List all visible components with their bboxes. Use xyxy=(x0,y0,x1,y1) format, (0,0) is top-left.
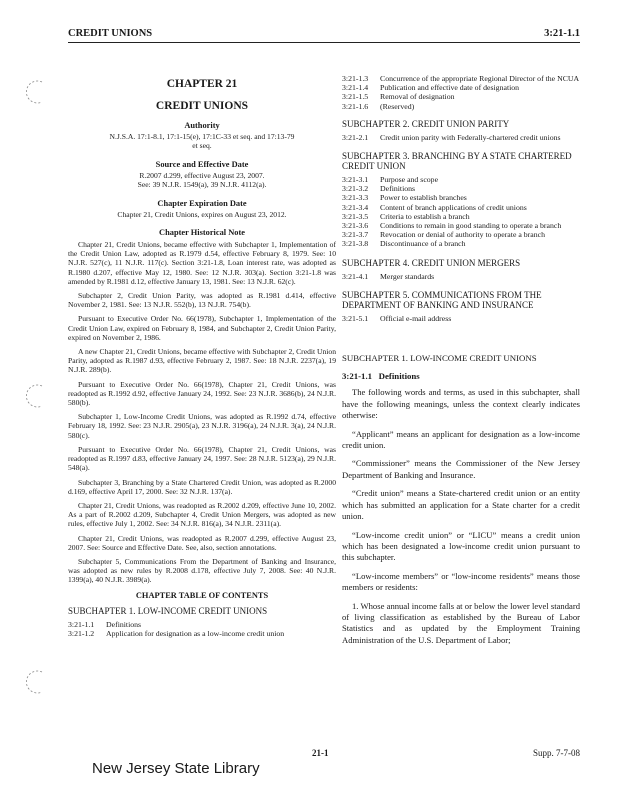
toc-subchapter-title: SUBCHAPTER 3. BRANCHING BY A STATE CHARTERED CREDIT UNION xyxy=(342,151,572,172)
toc-entry-title: Official e-mail address xyxy=(380,313,452,323)
toc-entry-number: 3:21-1.6 xyxy=(342,101,369,111)
toc-list xyxy=(342,74,580,111)
body-paragraph: “Credit union” means a State-chartered credit union or an entity which has submitted an application for a State charter for a credit union. xyxy=(342,488,580,522)
toc-entry-title: Content of branch applications of credit unions xyxy=(380,202,527,212)
toc-list xyxy=(342,175,580,249)
punch-hole-icon xyxy=(22,382,50,410)
toc-entry[interactable] xyxy=(68,629,336,638)
expiration-heading: Chapter Expiration Date xyxy=(157,198,247,208)
body-paragraph: 1. Whose annual income falls at or below the lower level standard of living classification as established by the Bureau of Labor Statistics and as updated by the Employment Training Administration of the U.S. Department of Labor; xyxy=(342,600,580,645)
toc-entry-number: 3:21-3.3 xyxy=(342,193,369,203)
history-paragraph: Subchapter 2, Credit Union Parity, was adopted as R.1981 d.414, effective November 2, 1981. See: 13 N.J.R. 552(b), 13 N.J.R. 754(b). xyxy=(68,291,336,310)
history-paragraph: Pursuant to Executive Order No. 66(1978), Chapter 21, Credit Unions, was readopted as R.1997 d.83, effective January 24, 1997. See: 28 N.J.R. 5123(a), 29 N.J.R. 548(a). xyxy=(68,444,336,473)
toc-list xyxy=(342,314,580,323)
punch-hole-icon xyxy=(22,78,50,106)
toc-entry-title: Concurrence of the appropriate Regional Director of the NCUA xyxy=(380,74,580,83)
toc-entry[interactable] xyxy=(342,102,580,111)
toc-entry-number: 3:21-4.1 xyxy=(342,271,369,281)
toc-subchapter-title: SUBCHAPTER 4. CREDIT UNION MERGERS xyxy=(342,257,521,268)
toc-entry-number: 3:21-1.1 xyxy=(68,619,95,629)
toc-entry-number: 3:21-3.7 xyxy=(342,230,369,240)
toc-entry[interactable] xyxy=(342,272,580,281)
section-number: 3:21-1.1 xyxy=(342,371,373,382)
toc-entry-number: 3:21-3.1 xyxy=(342,175,369,185)
toc-entry-number: 3:21-3.5 xyxy=(342,211,369,221)
header-rule xyxy=(68,42,580,43)
toc-entry-number: 3:21-1.5 xyxy=(342,92,369,102)
toc-entry[interactable] xyxy=(342,184,580,193)
toc-list xyxy=(68,620,336,638)
punch-hole-icon xyxy=(22,668,50,696)
toc-entry-number: 3:21-3.6 xyxy=(342,221,369,231)
history-heading: Chapter Historical Note xyxy=(159,228,245,238)
toc-entry-number: 3:21-1.3 xyxy=(342,74,369,83)
toc-entry[interactable] xyxy=(342,92,580,101)
history-paragraph: Chapter 21, Credit Unions, was readopted as R.2007 d.299, effective August 23, 2007. See: Source and Effective Date. See, also, section annotations. xyxy=(68,533,336,552)
toc-entry-number: 3:21-1.4 xyxy=(342,83,369,93)
toc-entry[interactable] xyxy=(342,221,580,230)
source-line: R.2007 d.299, effective August 23, 2007. xyxy=(139,170,265,180)
toc-entry-title: Credit union parity with Federally-chartered credit unions xyxy=(380,132,561,142)
source-heading: Source and Effective Date xyxy=(155,159,249,169)
authority-text: N.J.S.A. 17:1-8.1, 17:1-15(e), 17:1C-33 et seq. and 17:13-79 et seq. xyxy=(109,132,295,151)
toc-entry-title: Removal of designation xyxy=(380,92,455,102)
toc-list xyxy=(342,133,580,142)
running-head-right: 3:21-1.1 xyxy=(544,28,580,39)
page-number: 21-1 xyxy=(312,748,329,758)
left-column xyxy=(68,74,336,638)
toc-entry-title: Purpose and scope xyxy=(380,175,439,185)
body-paragraph: “Low-income members” or “low-income residents” means those members or residents: xyxy=(342,570,580,593)
toc-subchapter-title: SUBCHAPTER 5. COMMUNICATIONS FROM THE DEPARTMENT OF BANKING AND INSURANCE xyxy=(342,289,542,310)
history-paragraph: Pursuant to Executive Order No. 66(1978), Subchapter 1, Implementation of the Credit Union Law, expired on February 8, 1984, and Subchapter 2, Credit Union Parity, expired on November 2, 1986. xyxy=(68,314,336,342)
toc-entry-number: 3:21-3.8 xyxy=(342,239,369,249)
body-paragraph: “Applicant” means an applicant for designation as a low-income credit union. xyxy=(342,428,580,451)
history-paragraph: Subchapter 3, Branching by a State Chartered Credit Union, was adopted as R.2000 d.169, effective April 17, 2000. See: 32 N.J.R. 137(a). xyxy=(68,477,336,496)
source-line: See: 39 N.J.R. 1549(a), 39 N.J.R. 4112(a). xyxy=(137,180,267,190)
toc-entry-number: 3:21-3.4 xyxy=(342,202,369,212)
toc-list xyxy=(342,272,580,281)
history-paragraph: Chapter 21, Credit Unions, became effective with Subchapter 1, Implementation of the Credit Union Law, adopted as R.1979 d.54, effective February 8, 1979. See: 10 N.J.R. 527(c), 11 N.J.R. 117(c). Section 3:21-1.8, Loan interest rate, was adopted as R.1980 d.207, effective May 12, 1980. See: 12 N.J.R. 303(a). Section 3:21-1.8 was amended by R.1981 d.12, effective January 13, 1981. See: 13 N.J.R. 62(c). xyxy=(68,240,336,286)
toc-entry-title: Definitions xyxy=(380,184,416,194)
toc-entry-number: 3:21-2.1 xyxy=(342,132,369,142)
toc-entry[interactable] xyxy=(342,203,580,212)
section-title: Definitions xyxy=(378,371,420,382)
toc-entry[interactable] xyxy=(68,620,336,629)
right-column xyxy=(342,74,580,653)
toc-entry-title: Publication and effective date of designation xyxy=(380,83,520,93)
toc-entry-title: (Reserved) xyxy=(380,101,415,111)
toc-heading: CHAPTER TABLE OF CONTENTS xyxy=(135,590,269,600)
body-paragraph: “Commissioner” means the Commissioner of the New Jersey Department of Banking and Insurance. xyxy=(342,458,580,480)
history-paragraph: Pursuant to Executive Order No. 66(1978), Chapter 21, Credit Unions, was readopted as R.1992 d.92, effective January 24, 1992. See: 23 N.J.R. 3686(b), 24 N.J.R. 580(b). xyxy=(68,379,336,408)
toc-subchapter-title: SUBCHAPTER 2. CREDIT UNION PARITY xyxy=(342,118,510,129)
section-heading xyxy=(342,371,580,381)
toc-entry-title: Power to establish branches xyxy=(380,193,467,203)
history-paragraph: Chapter 21, Credit Unions, was readopted as R.2002 d.209, effective June 10, 2002. As a part of R.2002 d.209, Subchapter 4, Credit Union Mergers, was adopted as new rules, effective July 1, 2002. See: 34 N.J.R. 816(a), 34 N.J.R. 2311(a). xyxy=(68,500,336,529)
toc-entry-title: Revocation or denial of authority to operate a branch xyxy=(380,230,545,240)
toc-entry[interactable] xyxy=(342,230,580,239)
toc-entry[interactable] xyxy=(342,239,580,248)
body-paragraph: “Low-income credit union” or “LICU” means a credit union which has been designated a low-income credit union pursuant to this subchapter. xyxy=(342,529,580,563)
toc-entry[interactable] xyxy=(342,133,580,142)
history-paragraph: A new Chapter 21, Credit Unions, became effective with Subchapter 2, Credit Union Parity, adopted as R.1987 d.93, effective February 2, 1987. See: 18 N.J.R. 2237(a), 19 N.J.R. 289(b). xyxy=(68,347,336,375)
toc-entry-title: Conditions to remain in good standing to operate a branch xyxy=(380,221,562,231)
toc-entry[interactable] xyxy=(342,193,580,202)
toc-entry-number: 3:21-3.2 xyxy=(342,184,369,194)
toc-entry-title: Application for designation as a low-income credit union xyxy=(106,628,285,638)
running-head-left: CREDIT UNIONS xyxy=(68,28,153,39)
toc-entry-title: Definitions xyxy=(106,619,142,629)
toc-subchapter-title: SUBCHAPTER 1. LOW-INCOME CREDIT UNIONS xyxy=(68,605,268,616)
toc-entry[interactable] xyxy=(342,175,580,184)
chapter-title: CREDIT UNIONS xyxy=(155,100,249,112)
authority-heading: Authority xyxy=(184,121,220,130)
toc-entry-title: Criteria to establish a branch xyxy=(380,211,470,221)
body-paragraph: The following words and terms, as used in this subchapter, shall have the following meanings, unless the context clearly indicates otherwise: xyxy=(342,387,580,421)
toc-entry[interactable] xyxy=(342,74,580,83)
library-watermark: New Jersey State Library xyxy=(92,760,260,777)
toc-entry[interactable] xyxy=(342,83,580,92)
toc-entry-title: Merger standards xyxy=(380,271,435,281)
toc-entry-number: 3:21-5.1 xyxy=(342,313,369,323)
subchapter-heading: SUBCHAPTER 1. LOW-INCOME CREDIT UNIONS xyxy=(342,353,537,364)
toc-entry[interactable] xyxy=(342,314,580,323)
expiration-text: Chapter 21, Credit Unions, expires on August 23, 2012. xyxy=(117,209,287,219)
supplement-date: Supp. 7-7-08 xyxy=(533,748,580,758)
toc-entry-title: Discontinuance of a branch xyxy=(380,239,466,249)
chapter-number: CHAPTER 21 xyxy=(166,78,238,90)
toc-entry-number: 3:21-1.2 xyxy=(68,628,95,638)
running-head xyxy=(68,28,580,42)
history-paragraph: Subchapter 5, Communications From the Department of Banking and Insurance, was adopted as new rules by R.2008 d.178, effective July 7, 2008. See: 40 N.J.R. 1399(a), 40 N.J.R. 3989(a). xyxy=(68,556,336,585)
toc-entry[interactable] xyxy=(342,212,580,221)
history-paragraph: Subchapter 1, Low-Income Credit Unions, was adopted as R.1992 d.74, effective February 18, 1992. See: 23 N.J.R. 2905(a), 23 N.J.R. 3196(a), 24 N.J.R. 3(a), 24 N.J.R. 580(c). xyxy=(68,412,336,440)
